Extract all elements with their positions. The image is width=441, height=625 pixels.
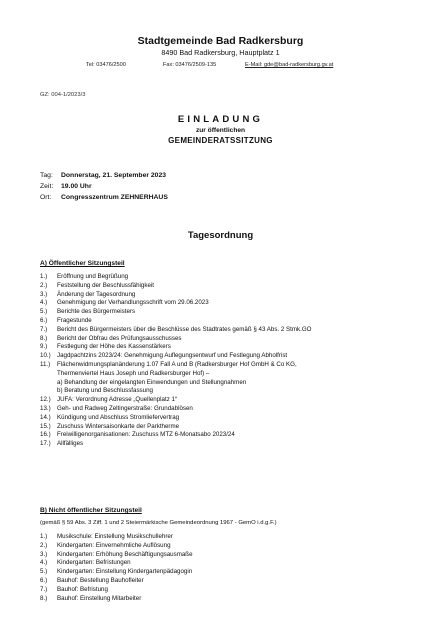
agenda-item-number: 4.) (40, 559, 48, 567)
agenda-item-text: Thermenviertel Haus Joseph und Radkersburger Hof) – (57, 369, 210, 377)
agenda-item-number: 14.) (40, 413, 51, 421)
time-label: Zeit: (40, 183, 54, 190)
agenda-item-number: 7.) (40, 585, 48, 593)
agenda-item-text: b) Beratung und Beschlussfassung (57, 387, 153, 395)
invitation-subtitle: zur öffentlichen (195, 127, 246, 134)
agenda-item-number: 13.) (40, 404, 51, 412)
location-value: Congresszentrum ZEHNERHAUS (61, 194, 168, 201)
private-section-legal-basis: (gemäß § 59 Abs. 3 Ziff. 1 und 2 Steiermärkische Gemeindeordnung 1967 - GemO i.d.g.F.) (40, 520, 277, 526)
agenda-item-number: 3.) (40, 290, 48, 298)
agenda-item-text: Jagdpachtzins 2023/24: Genehmigung Auflegungsentwurf und Festlegung Abholfrist (57, 352, 288, 360)
agenda-item-text: Änderung der Tagesordnung (57, 290, 136, 298)
agenda-item-text: Genehmigung der Verhandlungsschrift vom 29.06.2023 (57, 299, 209, 307)
agenda-item-number: 15.) (40, 422, 51, 430)
date-value: Donnerstag, 21. September 2023 (61, 172, 167, 179)
time-value: 19.00 Uhr (61, 183, 92, 190)
agenda-item-text: Fragestunde (57, 316, 92, 324)
private-section-title: B) Nicht öffentlicher Sitzungsteil (40, 507, 142, 514)
agenda-item-text: Kündigung und Abschluss Stromliefervertrag (57, 413, 180, 421)
agenda-item-text: Flächenwidmungsplanänderung 1.07 Fall A und B (Radkersburger Hof GmbH & Co KG, (57, 360, 297, 368)
agenda-item-number: 8.) (40, 594, 48, 602)
agenda-item-text: Kindergarten: Einvernehmliche Auflösung (57, 541, 171, 549)
agenda-item-number: 2.) (40, 541, 48, 549)
agenda-item-number: 3.) (40, 550, 48, 558)
municipality-name: Stadtgemeinde Bad Radkersburg (137, 35, 304, 47)
agenda-item-number: 4.) (40, 299, 48, 307)
location-label: Ort: (40, 194, 52, 201)
agenda-heading: Tagesordnung (187, 230, 254, 241)
agenda-item-number: 17.) (40, 440, 51, 448)
agenda-item-text: Geh- und Radweg Zeltingerstraße: Grundablösen (57, 404, 193, 412)
agenda-item-text: a) Behandlung der eingelangten Einwendungen und Stellungnahmen (57, 378, 247, 386)
fax-number: Fax: 03476/2509-135 (163, 62, 217, 68)
agenda-item-text: Musikschule: Einstellung Musikschullehrer (57, 533, 173, 540)
agenda-item-text: Zuschuss Wintersaisonkarte der Parktherme (57, 422, 180, 430)
invitation-title: EINLADUNG (177, 114, 264, 125)
agenda-item-number: 16.) (40, 431, 51, 439)
agenda-item-text: Bauhof: Einstellung Mitarbeiter (57, 594, 142, 602)
municipality-address: 8490 Bad Radkersburg, Hauptplatz 1 (161, 48, 280, 57)
agenda-item-text: JUFA: Verordnung Adresse „Quellenplatz 1“ (57, 396, 178, 404)
agenda-item-number: 8.) (40, 334, 48, 342)
agenda-item-text: Allfälliges (57, 440, 84, 448)
agenda-item-number: 7.) (40, 325, 48, 333)
reference-number: GZ: 004-1/2023/3 (40, 92, 86, 98)
date-label: Tag: (40, 172, 53, 179)
agenda-item-text: Kindergarten: Befristungen (57, 559, 131, 567)
agenda-item-number: 5.) (40, 568, 48, 576)
agenda-item-text: Berichte des Bürgermeisters (57, 308, 136, 316)
email-address[interactable]: E-Mail: gde@bad-radkersburg.gv.at (245, 62, 334, 68)
agenda-item-text: Bauhof: Befristung (57, 585, 108, 593)
agenda-item-number: 6.) (40, 316, 48, 324)
agenda-item-number: 6.) (40, 576, 48, 584)
agenda-item-text: Eröffnung und Begrüßung (57, 273, 129, 280)
agenda-item-number: 1.) (40, 533, 48, 540)
agenda-item-number: 1.) (40, 273, 48, 280)
agenda-item-text: Kindergarten: Erhöhung Beschäftigungsausmaße (57, 550, 193, 558)
session-title: GEMEINDERATSSITZUNG (168, 136, 273, 145)
phone-number: Tel: 03476/2500 (86, 62, 126, 68)
agenda-item-number: 2.) (40, 281, 48, 289)
agenda-item-text: Bericht der Obfrau des Prüfungsausschusses (57, 334, 182, 342)
agenda-item-text: Bericht des Bürgermeisters über die Beschlüsse des Stadtrates gemäß § 43 Abs. 2 Stmk.GO (57, 325, 312, 333)
agenda-item-text: Freiwilligenorganisationen: Zuschuss MTZ 6-Monatsabo 2023/24 (57, 431, 235, 439)
agenda-item-number: 12.) (40, 396, 51, 404)
agenda-item-number: 10.) (40, 352, 51, 360)
agenda-item-number: 9.) (40, 343, 48, 351)
agenda-item-text: Feststellung der Beschlussfähigkeit (57, 281, 154, 289)
agenda-item-text: Kindergarten: Einstellung Kindergartenpädagogin (57, 568, 193, 576)
agenda-item-text: Bauhof: Bestellung Bauhofleiter (57, 576, 144, 584)
agenda-item-number: 5.) (40, 308, 48, 316)
agenda-item-number: 11.) (40, 360, 51, 368)
agenda-item-text: Festlegung der Höhe des Kassenstärkers (57, 343, 171, 351)
public-section-title: A) Öffentlicher Sitzungsteil (40, 260, 125, 267)
